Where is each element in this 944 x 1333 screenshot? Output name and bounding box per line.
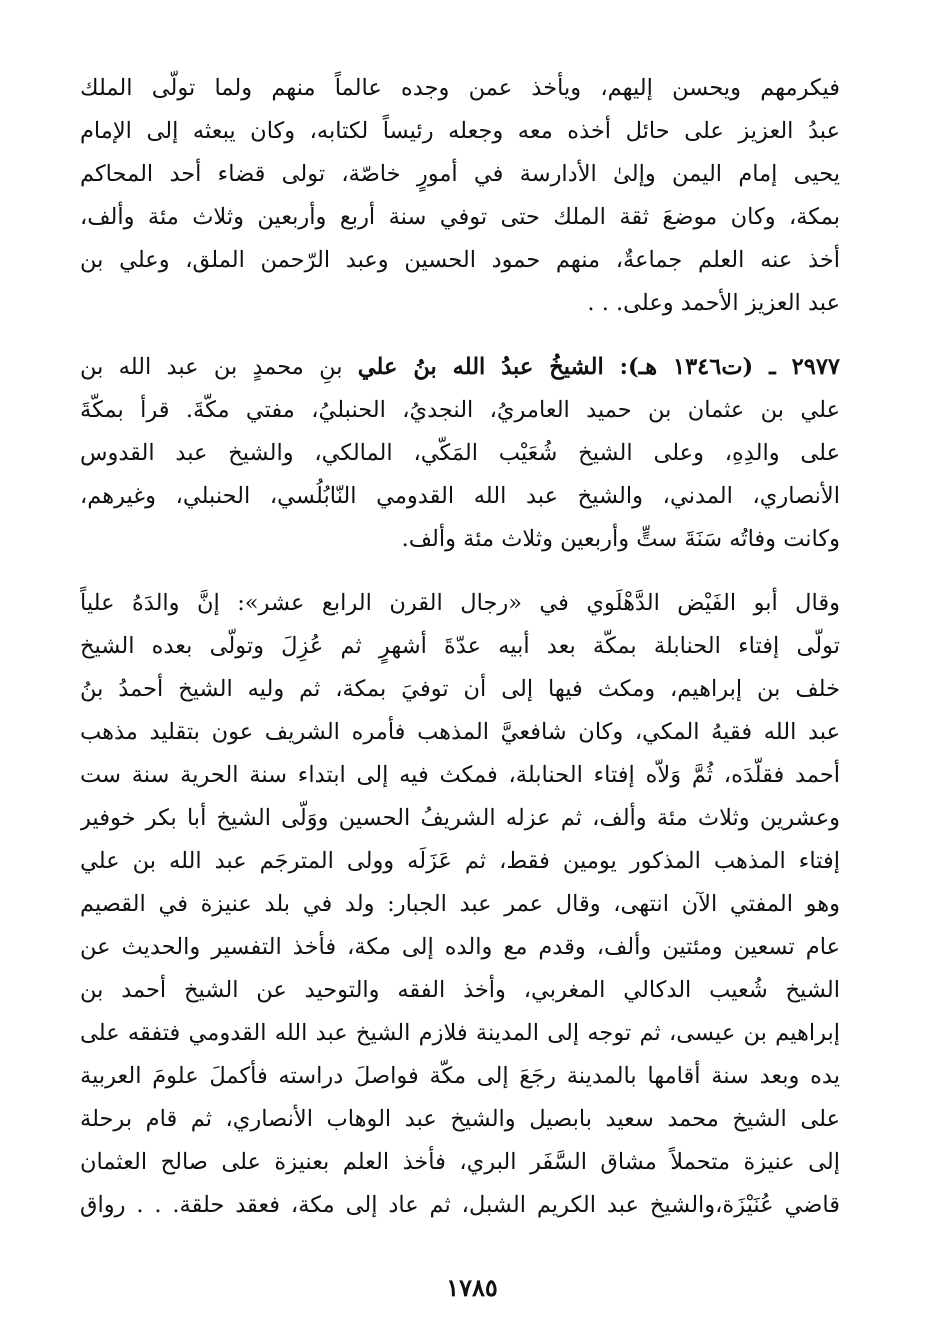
text-line: تولّى إفتاء الحنابلة بمكّة بعد أبيه عدّةَ أشهرٍ ثم عُزِلَ وتولّى بعده الشيخ	[80, 633, 840, 659]
text-line: إلى عنيزة متحملاً مشاق السَّفَر البري، فأخذ العلم بعنيزة على صالح العثمان	[80, 1149, 840, 1175]
text-line: خلف بن إبراهيم، ومكث فيها إلى أن توفيَ بمكة، ثم وليه الشيخ أحمدُ بنُ	[80, 676, 840, 702]
text-line: على الشيخ محمد سعيد بابصيل والشيخ عبد الوهاب الأنصاري، ثم قام برحلة	[80, 1106, 840, 1132]
text-line: على والدِهِ، وعلى الشيخ شُعَيْب المَكّي، المالكي، والشيخ عبد القدوس	[80, 440, 840, 466]
text-line: قاضي عُنَيْزَة،والشيخ عبد الكريم الشبل، ثم عاد إلى مكة، فعقد حلقة. . . رواق	[80, 1192, 840, 1218]
text-line: عام تسعين ومئتين وألف، وقدم مع والده إلى مكة، فأخذ التفسير والحديث عن	[80, 934, 840, 960]
text-line: وعشرين وثلاث مئة وألف، ثم عزله الشريفُ الحسين ووَلّى الشيخ أبا بكر خوفير	[80, 805, 840, 831]
text-line: إفتاء المذهب المذكور يومين فقط، ثم عَزَلَه وولى المترجَم عبد الله بن علي	[80, 848, 840, 874]
text-line: يحيى إمام اليمن وإلىٰ الأدارسة في أمورٍ خاصّة، تولى قضاء أحد المحاكم	[80, 161, 840, 187]
text-line: وهو المفتي الآن انتهى، وقال عمر عبد الجبار: ولد في بلد عنيزة في القصيم	[80, 891, 840, 917]
text-line: أخذ عنه العلم جماعةٌ، منهم حمود الحسين وعبد الرّحمن الملق، وعلي بن	[80, 247, 840, 273]
paragraph-entry-2977	[80, 346, 840, 561]
text-line: بمكة، وكان موضعَ ثقة الملك حتى توفي سنة أربع وأربعين وثلاث مئة وألف،	[80, 204, 840, 230]
text-line: إبراهيم بن عيسى، ثم توجه إلى المدينة فلازم الشيخ عبد الله القدومي فتفقه على	[80, 1020, 840, 1046]
text-line: وقال أبو الفَيْض الدَّهْلَوي في «رجال القرن الرابع عشر»: إنَّ والدَهُ علياً	[80, 590, 840, 616]
paragraph-biography-continuation	[80, 67, 840, 325]
text-line: أحمد فقلّدَه، ثُمَّ وَلاّه إفتاء الحنابلة، فمكث فيه إلى ابتداء سنة الحرية سنة ست	[80, 762, 840, 788]
entry-first-line-rest: بنِ محمدٍ بن عبد الله بن	[80, 354, 343, 380]
text-line: يده وبعد سنة أقامها بالمدينة رجَعَ إلى مكّة فواصلَ دراسته فأكملَ علومَ العربية	[80, 1063, 840, 1089]
text-line: عبدُ العزيز على حائل أخذه معه وجعله رئيساً لكتابه، وكان يبعثه إلى الإمام	[80, 118, 840, 144]
text-line: عبد العزيز الأحمد وعلى. . .	[587, 290, 840, 316]
text-line: الأنصاري، المدني، والشيخ عبد الله القدومي النّابُلُسي، الحنبلي، وغيرهم،	[80, 483, 840, 509]
entry-first-line	[80, 346, 840, 389]
text-line: وكانت وفاتُه سَنَةَ ستٍّ وأربعين وثلاث مئة وألف.	[401, 526, 840, 552]
text-line: عبد الله فقيهُ المكي، وكان شافعيَّ المذهب فأمره الشريف عون بتقليد مذهب	[80, 719, 840, 745]
page-number: ١٧٨٥	[446, 1273, 498, 1302]
text-line: علي بن عثمان بن حميد العامريُ، النجديُ، الحنبليُ، مفتي مكّةَ. قرأ بمكّةَ	[80, 397, 840, 423]
paragraph-dahlawi-quote	[80, 582, 840, 1227]
text-line: فيكرمهم ويحسن إليهم، ويأخذ عمن وجده عالماً منهم ولما تولّى الملك	[80, 75, 840, 101]
entry-heading: ٢٩٧٧ ـ (ت١٣٤٦ هـ): الشيخُ عبدُ الله بنُ علي	[357, 354, 840, 380]
text-line: الشيخ شُعيب الدكالي المغربي، وأخذ الفقه والتوحيد عن الشيخ أحمد بن	[80, 977, 840, 1003]
